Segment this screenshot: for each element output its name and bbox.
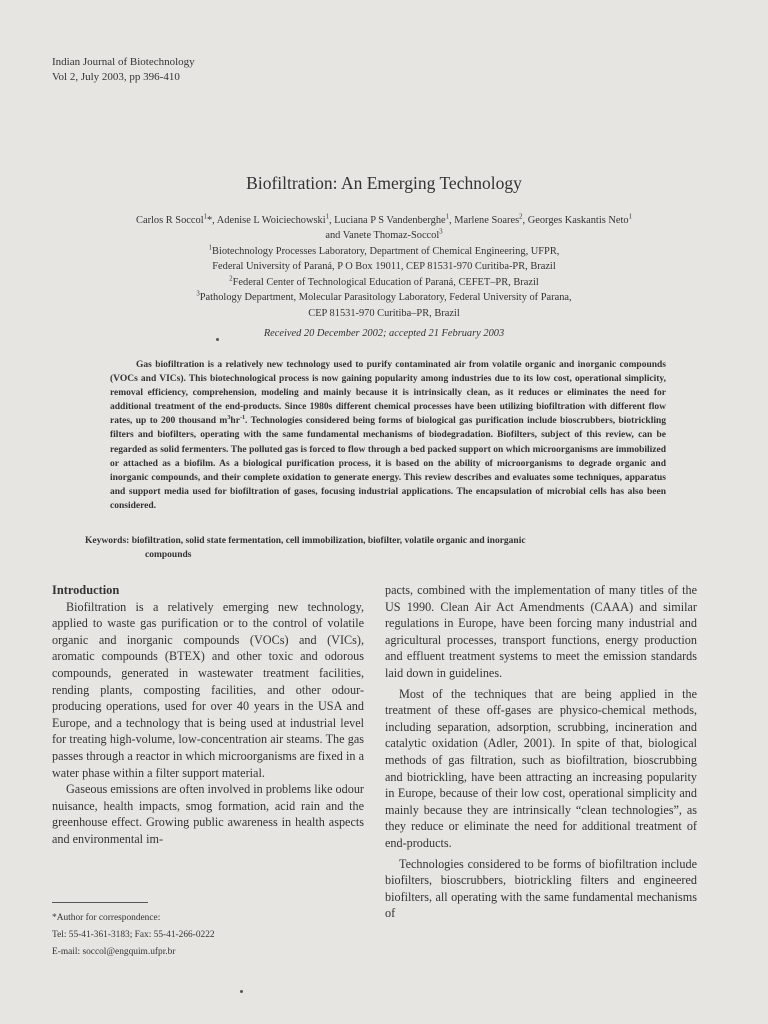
keywords-line-1: biofiltration, solid state fermentation, cell immobilization, biofilter, volatile organic and inorganic [131, 536, 526, 546]
author-sup: 3 [439, 228, 443, 236]
author-sup: 2 [519, 213, 523, 221]
keywords-line-2: compounds [145, 550, 192, 560]
affiliations [70, 244, 698, 321]
affil-sup: 3 [196, 290, 200, 298]
abstract-sup: 3 [227, 415, 231, 422]
paragraph: Biofiltration is a relatively emerging new technology, applied to waste gas purification or to the control of volatile organic and inorganic compounds (VOCs) and (VICs), aromatic compounds (BTEX) and other toxic and odorous compounds, generated in wastewater treatment facilities, rending plants, composting facilities, and other odour-producing operations, used for over 40 years in the USA and Europe, and a technology that is being used at industrial level for treating high-volume, low-concentration air steams. The gas passes through a reactor in which microorganisms are fixed in a water phase within a filter support material. [52, 599, 364, 780]
affil-sup: 2 [229, 275, 233, 283]
abstract-sup: -1 [239, 415, 246, 422]
author-name: *, Adenise L Woiciechowski [206, 215, 326, 226]
affil-text: Biotechnology Processes Laboratory, Department of Chemical Engineering, UFPR, [212, 246, 560, 257]
footnote-line: *Author for correspondence: [52, 913, 161, 923]
author-name: , Luciana P S Vandenberghe [328, 215, 446, 226]
author-name: Carlos R Soccol [136, 215, 204, 226]
journal-citation [52, 55, 195, 85]
abstract-text: . Technologies considered being forms of biological gas purification include bioscrubbers, biotrickling filters and biofilters, operating with the same fundamental mechanisms of biodegradation. Biofilters, subject of this review, can be regarded as solid fermenters. The polluted gas is forced to flow through a bed packed support on which microorganisms are immobilized or attached as a biofilm. As a biological purification process, it is based on the ability of microorganisms to degrade organic and inorganic compounds, and their complete oxidation to generate energy. This review describes and evaluates some techniques, apparatus and support media used for biofiltration of gases, focusing industrial applications. The encapsulation of microbial cells has also been considered. [110, 416, 667, 511]
author-line-1 [70, 213, 698, 228]
left-column [52, 582, 364, 848]
paragraph: Gaseous emissions are often involved in problems like odour nuisance, health impacts, smog formation, acid rain and the greenhouse effect. Growing public awareness in health aspects and environmental im- [52, 782, 364, 846]
affiliation-2 [70, 275, 698, 290]
author-name: , Marlene Soares [449, 215, 520, 226]
received-date: Received 20 December 2002; accepted 21 February 2003 [263, 328, 505, 339]
footnote-line: Tel: 55-41-361-3183; Fax: 55-41-266-0222 [52, 930, 215, 940]
affil-text: Federal Center of Technological Education of Paraná, CEFET–PR, Brazil [232, 276, 539, 288]
author-line-2 [70, 228, 698, 243]
footnote-divider [52, 902, 148, 903]
paper-title: Biofiltration: An Emerging Technology [246, 173, 522, 193]
paragraph: Technologies considered to be forms of biofiltration include biofilters, bioscrubbers, biotrickling filters and engineered biofilters, all operating with the same fundamental mechanisms of [385, 856, 697, 921]
footnote [52, 910, 215, 961]
footnote-line: E-mail: soccol@engquim.ufpr.br [52, 947, 176, 957]
affiliation-1-cont: Federal University of Paraná, P O Box 19011, CEP 81531-970 Curitiba-PR, Brazil [212, 261, 556, 273]
author-sup: 1 [628, 213, 632, 221]
author-name: , Georges Kaskantis Neto [522, 215, 629, 226]
paragraph: Most of the techniques that are being applied in the treatment of these off-gases are physico-chemical methods, including separation, adsorption, scrubbing, incineration and catalytic oxidation (Adler, 2001). In spite of that, biological methods of gas filtration, such as biofiltration, bioscrubbing and biotrickling, have been attracting an increasing popularity in Europe, because of their low cost, operational simplicity and mainly because they are intrinsically “clean technologies”, as they reduce or eliminate the need for additional treatment of end-products. [385, 686, 697, 850]
right-column [385, 582, 697, 922]
section-heading: Introduction [52, 583, 120, 597]
abstract-text: hr [230, 416, 240, 427]
affil-text: Pathology Department, Molecular Parasitology Laboratory, Federal University of Parana, [199, 292, 572, 304]
affiliation-3-cont: CEP 81531-970 Curitiba–PR, Brazil [308, 307, 460, 319]
affil-sup: 1 [208, 244, 213, 252]
keywords-label: Keywords: [85, 536, 130, 546]
scan-speck [240, 990, 243, 993]
author-list [70, 213, 698, 244]
abstract [110, 358, 666, 513]
abstract-text: Gas biofiltration is a relatively new technology used to purify contaminated air from volatile organic and inorganic compounds (VOCs and VICs). This biotechnological process is now gaining popularity among industries due to its low cost, operational simplicity, removal efficiency, comprehension, modeling and mainly because it is intrinsically clean, as it reduces or eliminates the need for additional treatment of the end-products. Since 1980s different chemical processes have been utilizing biofiltration with different flow rates, up to 200 thousand m [110, 360, 666, 427]
author-name: and Vanete Thomaz-Soccol [325, 230, 440, 242]
affiliation-3 [70, 290, 698, 305]
author-sup: 1 [325, 213, 329, 221]
affiliation-1 [70, 244, 698, 259]
author-sup: 1 [203, 213, 207, 221]
journal-name: Indian Journal of Biotechnology [52, 56, 195, 68]
journal-issue: Vol 2, July 2003, pp 396-410 [52, 71, 180, 83]
author-sup: 1 [445, 213, 450, 221]
keywords [85, 534, 655, 562]
paragraph: pacts, combined with the implementation of many titles of the US 1990. Clean Air Act Amendments (CAAA) and similar regulations in Europe, have been forcing many industrial and agricultural processes, transport functions, energy production and effluent treatment systems to meet the emission standards laid down in guidelines. [385, 583, 697, 680]
